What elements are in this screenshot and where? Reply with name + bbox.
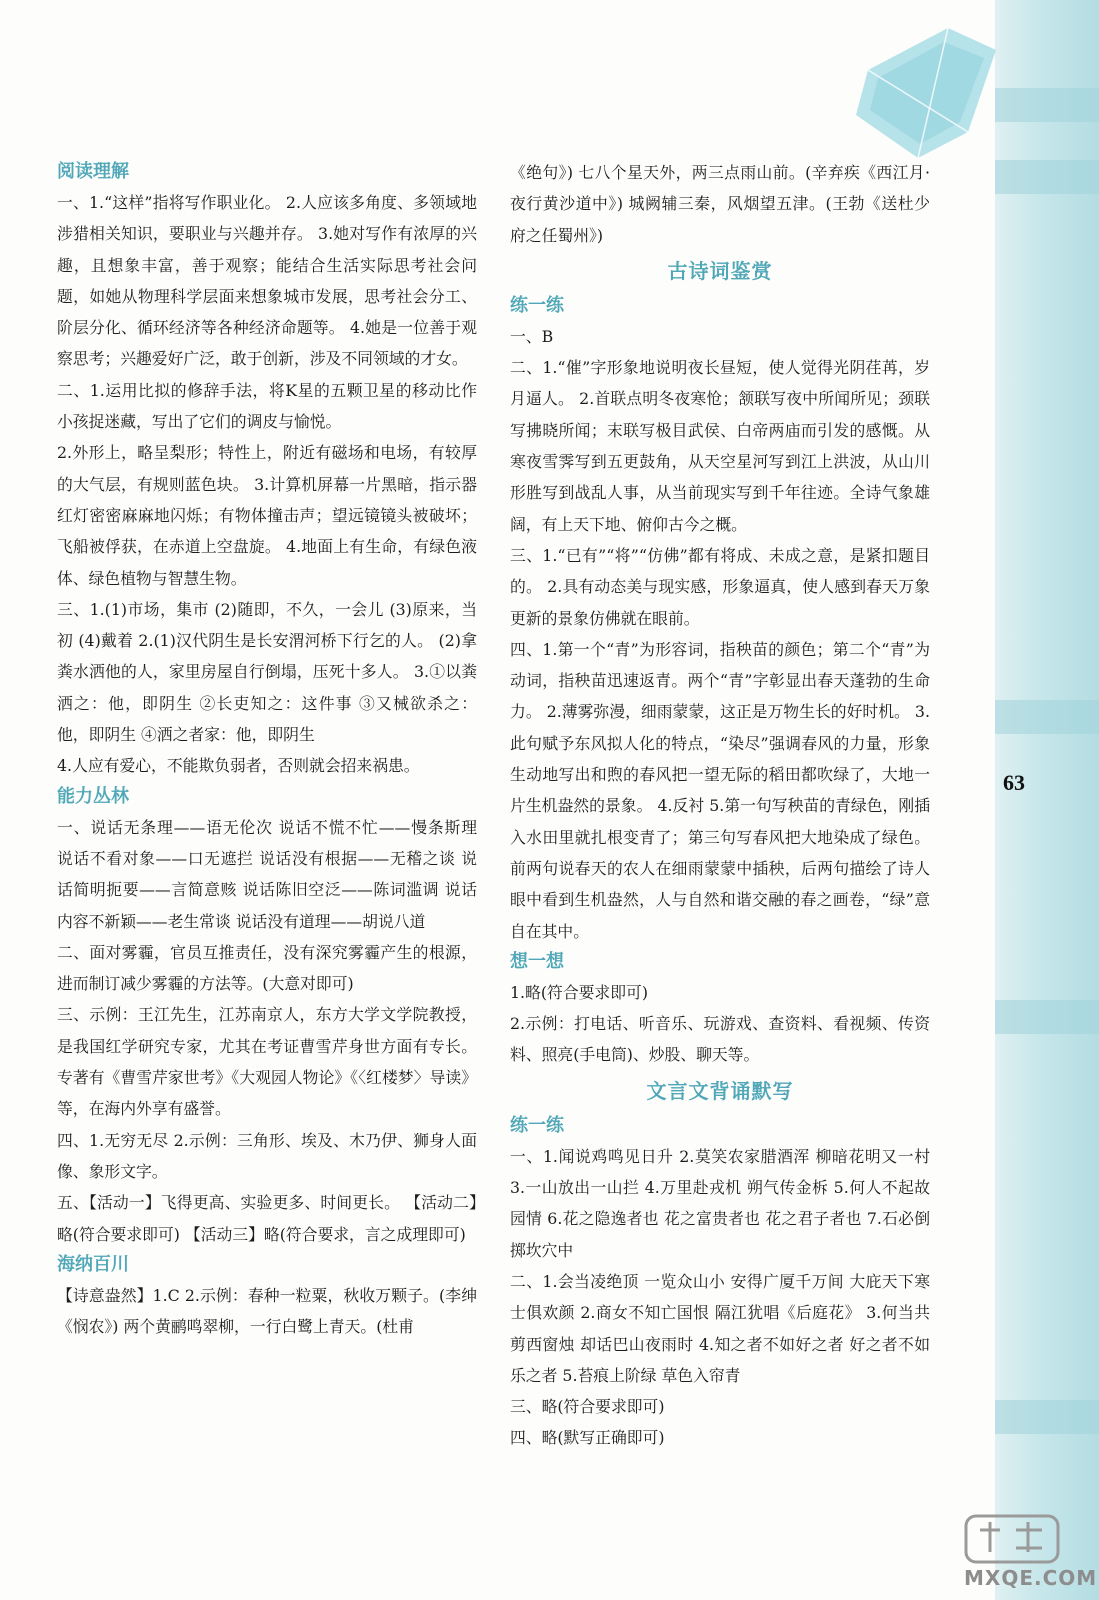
answer-paragraph: 1.略(符合要求即可) (510, 982, 648, 1002)
section-heading: 练一练 (510, 1114, 564, 1136)
section-heading: 想一想 (510, 950, 564, 972)
answer-paragraph: 三、1.(1)市场，集市 (2)随即，不久，一会儿 (3)原来，当初 (4)戴着 2.(1)汉代阴生是长安渭河桥下行乞的人。 (2)拿粪水洒他的人，家里房屋自行倒塌，压死十多人。 3.①以粪洒之：他，即阴生 ②长吏知之：这件事 ③又械欲杀之：他，即阴生 ④洒之者家：他，即阴生 (57, 599, 477, 745)
decorative-strip-band (995, 700, 1099, 734)
answer-paragraph: 三、略(符合要求即可) (510, 1397, 665, 1417)
answer-paragraph: 一、说话无条理——语无伦次 说话不慌不忙——慢条斯理 说话不看对象——口无遮拦 说话没有根据——无稽之谈 说话简明扼要——言简意赅 说话陈旧空泛——陈词滥调 说话内容不新颖——老生常谈 说话没有道理——胡说八道 (57, 817, 477, 931)
answer-paragraph: 一、1.“这样”指将写作职业化。 2.人应该多角度、多领域地涉猎相关知识，要职业与兴趣并存。 3.她对写作有浓厚的兴趣，且想象丰富，善于观察；能结合生活实际思考社会问题，如她从物理科学层面来想象城市发展，思考社会分工、阶层分化、循环经济等各种经济命题等。 4.她是一位善于观察思考；兴趣爱好广泛，敢于创新，涉及不同领域的才女。 (57, 193, 477, 369)
answer-paragraph: 三、1.“已有”“将”“仿佛”都有将成、未成之意，是紧扣题目的。 2.具有动态美与现实感，形象逼真，使人感到春天万象更新的景象仿佛就在眼前。 (510, 545, 930, 628)
answer-paragraph: 2.示例：打电话、听音乐、玩游戏、查资料、看视频、传资料、照亮(手电筒)、炒股、聊天等。 (510, 1014, 930, 1065)
section-heading: 海纳百川 (57, 1253, 129, 1275)
answer-paragraph: 【诗意盎然】1.C 2.示例：春种一粒粟，秋收万颗子。(李绅《悯农》) 两个黄鹂鸣翠柳，一行白鹭上青天。(杜甫 (57, 1285, 477, 1337)
page-number: 63 (1003, 770, 1025, 795)
decorative-strip-band (995, 88, 1099, 122)
answer-paragraph: 四、1.无穷无尽 2.示例：三角形、埃及、木乃伊、狮身人面像、象形文字。 (57, 1130, 477, 1181)
chapter-heading: 古诗词鉴赏 (667, 258, 773, 283)
right-column (510, 157, 930, 1454)
decorative-strip-band (995, 1400, 1099, 1434)
answer-paragraph: 三、示例：王江先生，江苏南京人，东方大学文学院教授，是我国红学研究专家，尤其在考证曹雪芹身世方面有专长。专著有《曹雪芹家世考》《大观园人物论》《〈红楼梦〉导读》等，在海内外享有盛誉。 (57, 1005, 477, 1119)
section-heading: 能力丛林 (57, 785, 129, 807)
answer-paragraph: 二、1.运用比拟的修辞手法，将K星的五颗卫星的移动比作小孩捉迷藏，写出了它们的调皮与愉悦。 (57, 380, 477, 432)
answer-paragraph: 一、B (510, 326, 554, 346)
kite-decoration-icon (848, 20, 998, 160)
left-column (57, 157, 477, 1342)
answer-paragraph: 四、略(默写正确即可) (510, 1428, 665, 1448)
answer-paragraph: 2.外形上，略呈梨形；特性上，附近有磁场和电场，有较厚的大气层，有规则蓝色块。 3.计算机屏幕一片黑暗，指示器红灯密密麻麻地闪烁；有物体撞击声；望远镜镜头被破坏；飞船被俘获，在赤道上空盘旋。 4.地面上有生命，有绿色液体、绿色植物与智慧生物。 (57, 443, 477, 588)
decorative-strip-band (995, 1000, 1099, 1034)
answer-paragraph: 二、面对雾霾，官员互推责任，没有深究雾霾产生的根源，进而制订减少雾霾的方法等。(大意对即可) (57, 942, 477, 994)
answer-paragraph: 4.人应有爱心，不能欺负弱者，否则就会招来祸患。 (57, 756, 420, 776)
answer-paragraph: 二、1.会当凌绝顶 一览众山小 安得广厦千万间 大庇天下寒士俱欢颜 2.商女不知亡国恨 隔江犹唱《后庭花》 3.何当共剪西窗烛 却话巴山夜雨时 4.知之者不如好之者 好之者不如乐之者 5.苔痕上阶绿 草色入帘青 (510, 1271, 930, 1385)
answer-paragraph: 五、【活动一】飞得更高、实验更多、时间更长。 【活动二】略(符合要求即可) 【活动三】略(符合要求，言之成理即可) (57, 1193, 477, 1244)
decorative-side-strip (995, 0, 1099, 1600)
decorative-strip-band (995, 160, 1099, 194)
watermark-site-text: MXQE.COM (964, 1566, 1098, 1590)
answer-paragraph: 四、1.第一个“青”为形容词，指秧苗的颜色；第二个“青”为动词，指秧苗迅速返青。两个“青”字彰显出春天蓬勃的生命力。 2.薄雾弥漫，细雨蒙蒙，这正是万物生长的好时机。 3.此句赋予东风拟人化的特点，“染尽”强调春风的力量，形象生动地写出和煦的春风把一望无际的稻田都吹绿了，大地一片生机盎然的景象。 4.反衬 5.第一句写秧苗的青绿色，刚插入水田里就扎根变青了；第三句写春风把大地染成了绿色。前两句说春天的农人在细雨蒙蒙中插秧，后两句描绘了诗人眼中看到生机盎然，人与自然和谐交融的春之画卷，“绿”意自在其中。 (510, 639, 930, 941)
answer-paragraph: 《绝句》) 七八个星天外，两三点雨山前。(辛弃疾《西江月·夜行黄沙道中》) 城阙辅三秦，风烟望五津。(王勃《送杜少府之任蜀州》) (510, 163, 930, 245)
chapter-heading: 文言文背诵默写 (646, 1078, 794, 1103)
section-heading: 阅读理解 (57, 161, 129, 182)
answer-paragraph: 二、1.“催”字形象地说明夜长昼短，使人觉得光阴荏苒，岁月逼人。 2.首联点明冬夜寒怆；颔联写夜中所闻所见；颈联写拂晓所闻；末联写极目武侯、白帝两庙而引发的感慨。从寒夜雪霁写到五更鼓角，从天空星河写到江上洪波，从山川形胜写到战乱人事，从当前现实写到千年往迹。全诗气象雄阔，有上天下地、俯仰古今之概。 (510, 358, 930, 534)
answer-paragraph: 一、1.闻说鸡鸣见日升 2.莫笑农家腊酒浑 柳暗花明又一村 3.一山放出一山拦 4.万里赴戎机 朔气传金柝 5.何人不起故园情 6.花之隐逸者也 花之富贵者也 花之君子者也 7.石必倒掷坎穴中 (510, 1146, 930, 1260)
section-heading: 练一练 (510, 294, 564, 316)
